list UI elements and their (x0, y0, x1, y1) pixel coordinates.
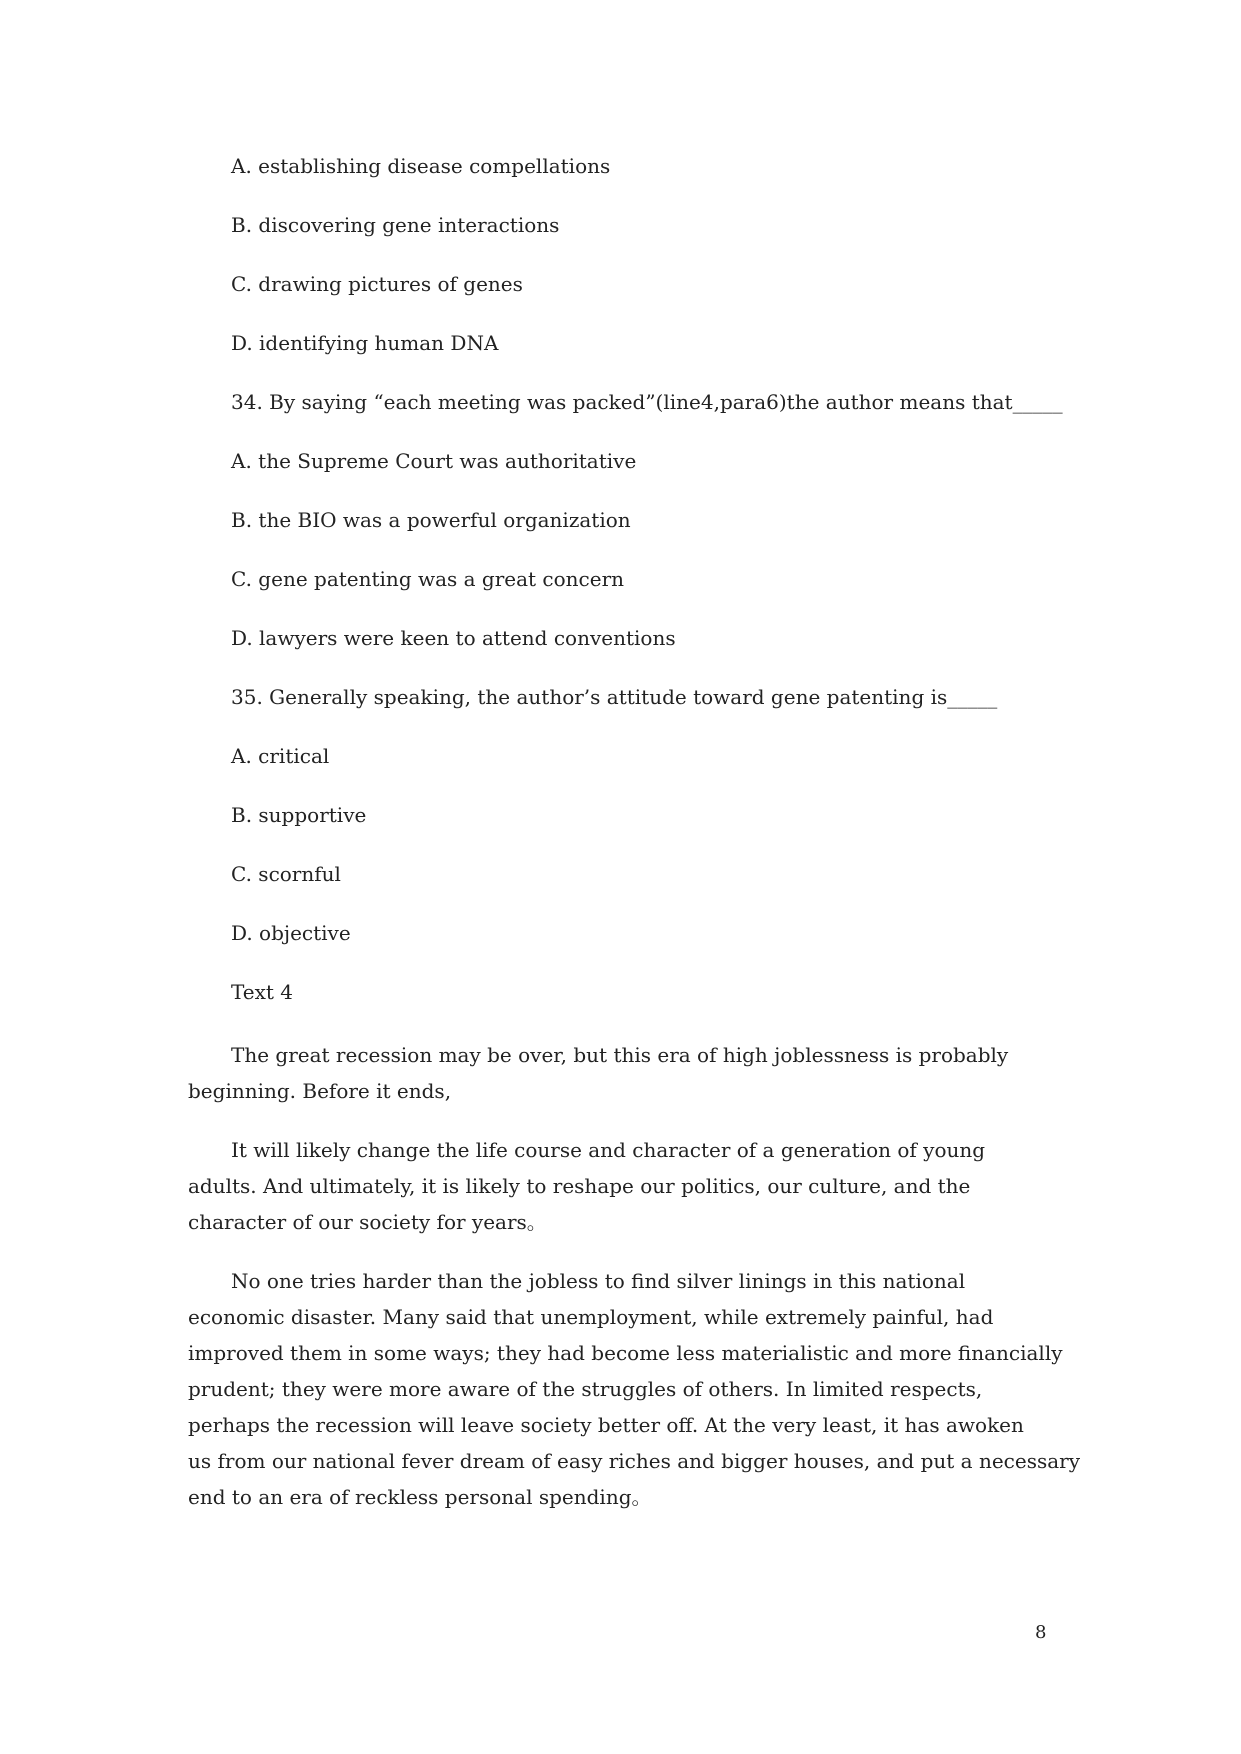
q33-option-a: A. establishing disease compellations (231, 154, 611, 178)
paragraph-line: The great recession may be over, but this era of high joblessness is probably (231, 1043, 1009, 1067)
q33-option-d: D. identifying human DNA (231, 331, 499, 355)
paragraph-line: economic disaster. Many said that unemployment, while extremely painful, had (188, 1305, 994, 1329)
q35-option-b: B. supportive (231, 803, 367, 827)
q34-option-b: B. the BIO was a powerful organization (231, 508, 631, 532)
paragraph-line: prudent; they were more aware of the struggles of others. In limited respects, (188, 1377, 983, 1401)
q35-option-a: A. critical (231, 744, 330, 768)
q33-option-b: B. discovering gene interactions (231, 213, 560, 237)
text4-paragraph-1 (188, 1037, 1054, 1109)
text4-paragraph-3 (188, 1263, 1081, 1515)
q35-option-c: C. scornful (231, 862, 341, 886)
paragraph-line: It will likely change the life course and character of a generation of young (231, 1138, 986, 1162)
q34-stem: 34. By saying “each meeting was packed”(line4,para6)the author means that_____ (231, 390, 1063, 414)
paragraph-line: end to an era of reckless personal spending。 (188, 1485, 652, 1509)
page-number: 8 (1035, 1622, 1047, 1643)
paragraph-line: beginning. Before it ends, (188, 1079, 452, 1103)
q35-stem: 35. Generally speaking, the author’s attitude toward gene patenting is_____ (231, 685, 998, 709)
q35-option-d: D. objective (231, 921, 351, 945)
paragraph-line: perhaps the recession will leave society better off. At the very least, it has awoken (188, 1413, 1024, 1437)
page-content (188, 152, 1081, 1538)
paragraph-line: No one tries harder than the jobless to find silver linings in this national (231, 1269, 966, 1293)
paragraph-line: improved them in some ways; they had become less materialistic and more financially (188, 1341, 1063, 1365)
paragraph-line: adults. And ultimately, it is likely to reshape our politics, our culture, and the (188, 1174, 971, 1198)
q34-option-a: A. the Supreme Court was authoritative (231, 449, 637, 473)
text4-heading: Text 4 (231, 980, 294, 1004)
q33-option-c: C. drawing pictures of genes (231, 272, 523, 296)
paragraph-line: us from our national fever dream of easy riches and bigger houses, and put a necessary (188, 1449, 1081, 1473)
paragraph-line: character of our society for years。 (188, 1210, 547, 1234)
q34-option-d: D. lawyers were keen to attend conventions (231, 626, 676, 650)
q34-option-c: C. gene patenting was a great concern (231, 567, 625, 591)
text4-paragraph-2 (188, 1132, 1054, 1240)
